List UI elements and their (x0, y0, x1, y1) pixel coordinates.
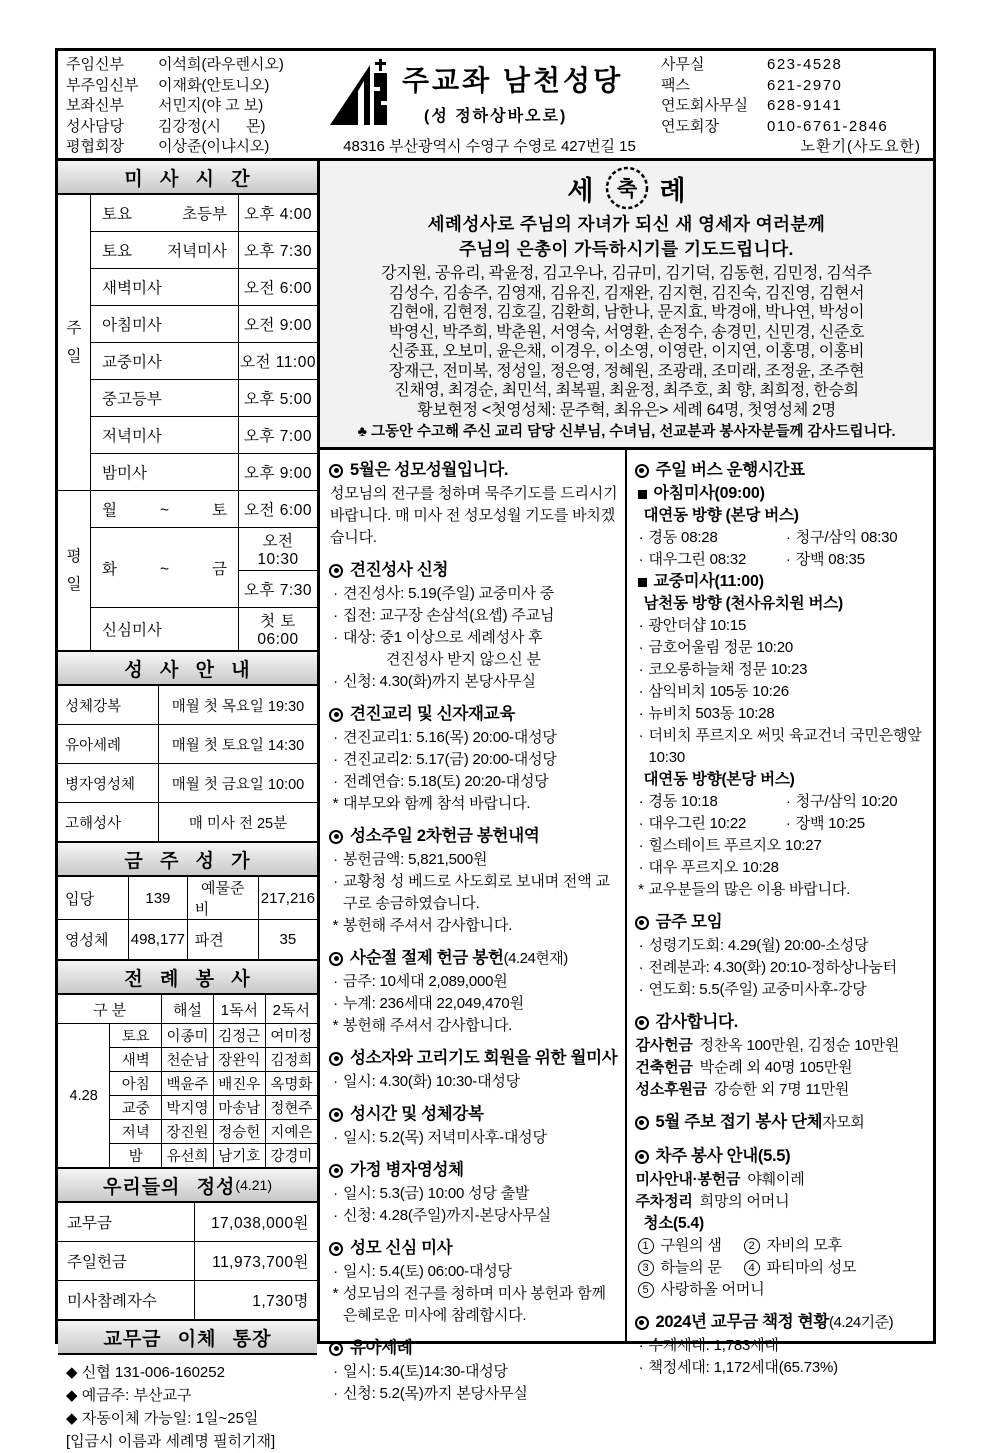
account-title: 교무금 이체 통장 (58, 1321, 317, 1355)
contact-row (661, 96, 925, 115)
text-line: 건축헌금 박순례 외 40명 105만원 (635, 1059, 853, 1076)
celebration-title (326, 164, 927, 212)
contact-label: 연도회사무실 (661, 97, 748, 114)
section-marker-icon (329, 1342, 343, 1356)
mass-time: 오전 6:00 (239, 269, 318, 306)
text-line: 대연동 방향 (본당 버스) (643, 507, 799, 524)
mass-name: 새벽미사 (91, 269, 239, 306)
baptized-names (326, 264, 927, 420)
staff-role: 성사담당 (66, 117, 124, 135)
announcement-section (634, 458, 929, 901)
service-slot: 토요 (110, 1024, 162, 1048)
offering-label: 미사참례자수 (58, 1281, 195, 1321)
offerings-title: 우리들의 정성 (4.21) (58, 1169, 317, 1203)
celebration-title-left: 세 (567, 175, 594, 206)
mass-time: 오후 7:30 (239, 232, 318, 269)
section-marker-icon (635, 464, 649, 478)
mass-table-row (58, 417, 317, 454)
section-marker-icon (329, 1108, 343, 1122)
text-line: 성소후원금 강승한 외 7명 11만원 (635, 1081, 850, 1098)
table-row (58, 1203, 317, 1242)
service-slot: 교중 (110, 1096, 162, 1120)
staff-row (66, 76, 324, 95)
staff-name: 이상준(이냐시오) (158, 138, 270, 155)
service-person: 마송남 (213, 1096, 265, 1120)
text-line: 3 하늘의 문 4 파티마의 성모 (634, 1257, 929, 1279)
mass-table-row (58, 195, 317, 232)
section-title: 2024년 교무금 책정 현황 (4.24기준) (634, 1310, 929, 1335)
text-line: · 경동 08:28 · 청구/삼익 08:30 (638, 529, 898, 546)
circled-number: 4 (744, 1260, 760, 1276)
mass-table-row (58, 491, 317, 528)
section-title: 유아세례 (328, 1336, 618, 1361)
sacrament-time: 매월 첫 금요일 10:00 (159, 764, 318, 803)
mass-name: 교중미사 (91, 343, 239, 380)
service-person: 백윤주 (162, 1072, 214, 1096)
text-line: · 일시: 5.2(목) 저녁미사후-대성당 (333, 1129, 547, 1146)
sacrament-label: 유아세례 (58, 725, 159, 764)
mass-table-row (58, 232, 317, 269)
baptized-names-line: 신중표, 오보미, 윤은채, 이경우, 이소영, 이영란, 이지연, 이홍명, 이홍비 (388, 343, 865, 360)
section-marker-icon (329, 564, 343, 578)
table-row (58, 725, 317, 764)
offerings-table (58, 1203, 317, 1321)
offering-value: 17,038,000원 (195, 1203, 318, 1242)
baptized-names-line: 장재근, 전미복, 정성일, 정은영, 정혜원, 조광래, 조미래, 조정윤, 조주현 (388, 362, 865, 380)
service-person: 정현주 (265, 1096, 317, 1120)
section-title: 성시간 및 성체강복 (328, 1102, 618, 1127)
announcements-right-column (627, 450, 934, 1376)
text-line: · 대우그린 10:22 · 장백 10:25 (638, 815, 865, 832)
mass-time: 오전 10:30 (239, 528, 318, 571)
mass-times-table (58, 195, 317, 652)
text-line: · 일시: 5.3(금) 10:00 성당 출발 (333, 1185, 530, 1202)
section-title: 금주 모임 (634, 910, 929, 935)
section-title: 5월은 성모성월입니다. (328, 458, 618, 483)
staff-name: 김강정(시 몬) (158, 117, 266, 135)
section-title: 견진교리 및 신자재교육 (328, 702, 618, 727)
celebration-message: 세례성사로 주님의 자녀가 되신 새 영세자 여러분께 (427, 214, 826, 234)
text-line: · 신청: 4.30(화)까지 본당사무실 (333, 673, 536, 690)
account-line: ◆ 자동이체 가능일: 1일~25일 (66, 1410, 259, 1427)
section-marker-icon (635, 1150, 649, 1164)
service-slot: 아침 (110, 1072, 162, 1096)
staff-row (66, 55, 324, 74)
hymn-label: 예물준비 (187, 877, 258, 920)
section-marker-icon (635, 1116, 649, 1130)
text-line: · 일시: 5.4(토) 06:00-대성당 (333, 1263, 512, 1280)
section-title: 성소자와 고리기도 회원을 위한 월미사 (328, 1046, 618, 1071)
text-line: * 봉헌해 주셔서 감사합니다. (332, 1017, 513, 1034)
text-line: · 연도회: 5.5(주일) 교중미사후-강당 (638, 981, 867, 998)
service-person: 장진원 (162, 1120, 214, 1144)
text-line: 5 사랑하올 어머니 (634, 1279, 929, 1301)
section-marker-icon (329, 952, 343, 966)
contact-value: 010-6761-2846 (767, 117, 889, 135)
table-row (58, 803, 317, 843)
service-person: 남기호 (213, 1144, 265, 1169)
liturgy-service-table (58, 995, 317, 1169)
hymns-table (58, 877, 317, 961)
offering-value: 11,973,700원 (195, 1242, 318, 1281)
mass-name: 밤미사 (91, 454, 239, 491)
text-line: · 교황청 성 베드로 사도회로 보내며 전액 교구로 송금하였습니다. (333, 873, 610, 912)
contact-value: 623-4528 (767, 56, 843, 73)
text-line: · 일시: 4.30(화) 10:30-대성당 (333, 1073, 520, 1090)
section-marker-icon (635, 916, 649, 930)
square-bullet-icon (638, 490, 647, 499)
service-person: 김정희 (265, 1048, 317, 1072)
announcements-middle-column (320, 450, 627, 1402)
section-marker-icon (635, 1016, 649, 1030)
announcement-section (328, 558, 618, 693)
text-line: · 힐스테이트 푸르지오 10:27 (638, 837, 822, 854)
contact-row (661, 76, 925, 95)
mass-table-row (58, 380, 317, 417)
text-line: · 금호어울림 정문 10:20 (638, 639, 794, 656)
service-person: 유선희 (162, 1144, 214, 1169)
mass-times-title: 미 사 시 간 (58, 161, 317, 195)
mass-group-label: 주 일 (58, 195, 91, 491)
section-title: 성소주일 2차헌금 봉헌내역 (328, 824, 618, 849)
section-title: 주일 버스 운행시간표 (634, 458, 929, 483)
section-title: 성모 신심 미사 (328, 1236, 618, 1261)
mass-group-label: 평 일 (58, 491, 91, 652)
hymn-number: 498,177 (129, 920, 188, 961)
hymn-number: 217,216 (258, 877, 317, 920)
text-line: · 삼익비치 105동 10:26 (638, 683, 789, 700)
service-person: 여미정 (265, 1024, 317, 1048)
announcement-columns (320, 450, 933, 1402)
laurel-wreath-icon (604, 165, 650, 211)
table-row (58, 1242, 317, 1281)
offering-value: 1,730명 (195, 1281, 318, 1321)
text-line: · 대우그린 08:32 · 장백 08:35 (638, 551, 865, 568)
text-line: · 대우 푸르지오 10:28 (638, 859, 779, 876)
mass-table-row (58, 608, 317, 652)
service-person: 강경미 (265, 1144, 317, 1169)
mass-name: 저녁미사 (91, 417, 239, 454)
mass-table-row (58, 343, 317, 380)
service-person: 김정근 (213, 1024, 265, 1048)
text-line: · 견진교리2: 5.17(금) 20:00-대성당 (333, 751, 557, 768)
announcement-section (328, 702, 618, 815)
section-marker-icon (329, 830, 343, 844)
mass-time: 오전 9:00 (239, 306, 318, 343)
section-marker-icon (329, 1164, 343, 1178)
text-line: · 견진교리1: 5.16(목) 20:00-대성당 (333, 729, 557, 746)
contact-label: 사무실 (661, 56, 705, 73)
church-address: 48316 부산광역시 수영구 수영로 427번길 15 (343, 138, 636, 155)
announcement-section (328, 1046, 618, 1093)
staff-role: 보좌신부 (66, 97, 124, 114)
contact-label: 연도회장 (661, 117, 719, 135)
service-date: 4.28 (58, 1024, 110, 1169)
staff-row (66, 117, 324, 136)
baptized-names-line: 김현애, 김현정, 김호길, 김환희, 남한나, 문지효, 박경애, 박나연, 박성이 (388, 304, 865, 321)
hymn-number: 35 (258, 920, 317, 961)
text-line: · 수계세대: 1,783세대 (638, 1337, 779, 1354)
church-identity (328, 51, 655, 158)
baptized-names-line: 황보현정 <첫영성체: 문주혁, 최유은> 세례 64명, 첫영성체 2명 (417, 401, 836, 419)
service-person: 이종미 (162, 1024, 214, 1048)
table-row (58, 920, 317, 961)
text-line: · 더비치 푸르지오 써밋 육교건너 국민은행앞 10:30 (638, 727, 922, 766)
mass-time: 오전 11:00 (239, 343, 318, 380)
contact-row (661, 137, 925, 156)
sacrament-time: 매월 첫 토요일 14:30 (159, 725, 318, 764)
bulletin-page (55, 48, 936, 1450)
staff-role: 부주임신부 (66, 76, 139, 94)
hymn-label: 입당 (58, 877, 129, 920)
header (58, 51, 933, 161)
text-line: * 성모님의 전구를 청하며 미사 봉헌과 함께 은혜로운 미사에 참례합시다. (332, 1285, 606, 1324)
section-title: 견진성사 신청 (328, 558, 618, 583)
section-title: 5월 주보 접기 봉사 단체 자모회 (634, 1110, 929, 1135)
service-slot: 저녁 (110, 1120, 162, 1144)
text-line: 1 구원의 샘 2 자비의 모후 (634, 1235, 929, 1257)
sacraments-table (58, 686, 317, 843)
sacraments-title: 성 사 안 내 (58, 652, 317, 686)
text-line: · 집전: 교구장 손삼석(요셉) 주교님 (333, 607, 555, 624)
staff-name: 서민지(야 고 보) (158, 97, 264, 114)
service-person: 옥명화 (265, 1072, 317, 1096)
text-line: · 코오롱하늘채 정문 10:23 (638, 661, 808, 678)
service-person: 배진우 (213, 1072, 265, 1096)
section-title: 차주 봉사 안내(5.5) (634, 1144, 929, 1169)
circled-number: 5 (638, 1282, 654, 1298)
left-column (58, 161, 320, 1450)
section-marker-icon (329, 464, 343, 478)
contact-list (655, 51, 933, 158)
contact-row (661, 55, 925, 74)
mass-time: 첫 토 06:00 (239, 608, 318, 652)
staff-name: 이재화(안토니오) (158, 76, 270, 94)
service-person: 박지영 (162, 1096, 214, 1120)
service-slot: 새벽 (110, 1048, 162, 1072)
announcement-section (634, 1110, 929, 1135)
text-line: · 성령기도회: 4.29(월) 20:00-소성당 (638, 937, 869, 954)
sacrament-label: 고해성사 (58, 803, 159, 843)
mass-name: 토요 저녁미사 (91, 232, 239, 269)
section-title: 사순절 절제 헌금 봉헌 (4.24현재) (328, 946, 618, 971)
text-line: 남천동 방향 (천사유치원 버스) (643, 595, 844, 612)
service-person: 정승헌 (213, 1120, 265, 1144)
text-line: 주차정리 희망의 어머니 (635, 1193, 790, 1210)
main-area (58, 161, 933, 1450)
table-row (58, 764, 317, 803)
text-line: 청소(5.4) (643, 1215, 704, 1232)
text-line: · 금주: 10세대 2,089,000원 (333, 973, 508, 990)
text-line: * 대부모와 함께 참석 바랍니다. (332, 795, 531, 812)
mass-table-row (58, 528, 317, 571)
mass-table-row (58, 269, 317, 306)
section-marker-icon (329, 1242, 343, 1256)
mass-time: 오후 4:00 (239, 195, 318, 232)
text-line: · 일시: 5.4(토)14:30-대성당 (333, 1363, 508, 1380)
staff-role: 평협회장 (66, 138, 124, 155)
announcement-section (634, 910, 929, 1001)
svg-text:축: 축 (616, 178, 637, 201)
text-line: · 대상: 중1 이상으로 세례성사 후 (333, 629, 543, 646)
contact-label: 팩스 (661, 76, 690, 94)
hymn-label: 영성체 (58, 920, 129, 961)
baptism-celebration-box (320, 161, 933, 450)
staff-list (58, 51, 328, 158)
staff-name: 이석희(라우렌시오) (158, 56, 284, 73)
table-row (58, 1281, 317, 1321)
baptized-names-line: 강지원, 공유리, 곽윤정, 김고우나, 김규미, 김기덕, 김동현, 김민정, 김석주 (381, 265, 872, 282)
baptized-names-line: 박영신, 박주희, 박춘원, 서영숙, 서영환, 손정수, 송경민, 신민경, 신준호 (388, 323, 865, 341)
service-person: 장완익 (213, 1048, 265, 1072)
mass-name: 월 ~ 토 (91, 491, 239, 528)
text-line: 견진성사 받지 않으신 분 (386, 651, 541, 668)
mass-name: 신심미사 (91, 608, 239, 652)
text-line: · 누계: 236세대 22,049,470원 (333, 995, 524, 1012)
hymn-number: 139 (129, 877, 188, 920)
staff-role: 주임신부 (66, 56, 124, 73)
circled-number: 2 (744, 1238, 760, 1254)
staff-row (66, 137, 324, 156)
celebration-message: 주님의 은총이 가득하시기를 기도드립니다. (459, 239, 794, 259)
celebration-title-right: 례 (659, 175, 686, 206)
sacrament-label: 병자영성체 (58, 764, 159, 803)
hymns-title: 금 주 성 가 (58, 843, 317, 877)
account-line: ◆ 신협 131-006-160252 (66, 1364, 225, 1381)
contact-value: 621-2970 (767, 76, 843, 94)
staff-row (66, 96, 324, 115)
square-bullet-icon (638, 578, 647, 587)
liturgy-service-title: 전 례 봉 사 (58, 961, 317, 995)
announcement-section (634, 1310, 929, 1379)
mass-time: 오전 6:00 (239, 491, 318, 528)
announcement-section (328, 458, 618, 549)
announcement-section (328, 1236, 618, 1327)
text-line: · 뉴비치 503동 10:28 (638, 705, 775, 722)
table-row (58, 877, 317, 920)
offering-label: 교무금 (58, 1203, 195, 1242)
text-line: · 경동 10:18 · 청구/삼익 10:20 (638, 793, 898, 810)
text-line: 대연동 방향(본당 버스) (643, 771, 795, 788)
sacrament-label: 성체강복 (58, 686, 159, 725)
announcement-section (328, 1102, 618, 1149)
church-name: 주교좌 남천성당 (402, 65, 624, 96)
announcement-section (328, 946, 618, 1037)
text-line: · 전례연습: 5.18(토) 20:20-대성당 (333, 773, 549, 790)
contact-value: 노환기(사도요한) (800, 138, 921, 155)
text-line: · 책정세대: 1,172세대(65.73%) (638, 1359, 838, 1376)
text-line: 감사헌금 정찬옥 100만원, 김정순 10만원 (635, 1037, 900, 1054)
text-line: · 신청: 4.28(주일)까지-본당사무실 (333, 1207, 551, 1224)
announcement-section (328, 1336, 618, 1405)
announcement-section (328, 824, 618, 937)
section-marker-icon (635, 1316, 649, 1330)
mass-name: 화 ~ 금 (91, 528, 239, 608)
mass-name: 토요 초등부 (91, 195, 239, 232)
mass-name: 중고등부 (91, 380, 239, 417)
table-header-row: 구 분 해설 1독서 2독서 (58, 995, 317, 1024)
service-person: 지예은 (265, 1120, 317, 1144)
church-logo-icon (330, 57, 396, 137)
mass-table-row (58, 454, 317, 491)
mass-table-row (58, 306, 317, 343)
hymn-label: 파견 (187, 920, 258, 961)
text-line: 교중미사(11:00) (634, 571, 929, 593)
contact-row (661, 117, 925, 136)
section-marker-icon (329, 708, 343, 722)
offering-label: 주일헌금 (58, 1242, 195, 1281)
circled-number: 3 (638, 1260, 654, 1276)
contact-value: 628-9141 (767, 97, 843, 114)
text-line: · 견진성사: 5.19(주일) 교중미사 중 (333, 585, 555, 602)
table-row (58, 1024, 317, 1048)
mass-time: 오후 7:00 (239, 417, 318, 454)
mass-name: 아침미사 (91, 306, 239, 343)
text-line: 아침미사(09:00) (634, 483, 929, 505)
text-line: · 봉헌금액: 5,821,500원 (333, 851, 488, 868)
mass-time: 오후 9:00 (239, 454, 318, 491)
text-line: · 광안더샵 10:15 (638, 617, 747, 634)
mass-time: 오후 7:30 (239, 571, 318, 608)
section-marker-icon (329, 1052, 343, 1066)
account-info (58, 1355, 317, 1453)
account-line: [입금시 이름과 세례명 필히기재] (66, 1433, 276, 1450)
circled-number: 1 (638, 1238, 654, 1254)
service-slot: 밤 (110, 1144, 162, 1169)
right-area (320, 161, 933, 1402)
patron-name: (성 정하상바오로) (424, 108, 568, 125)
announcement-section (328, 1158, 618, 1227)
text-line: 미사안내·봉헌금 야훼이레 (635, 1171, 805, 1188)
sacrament-time: 매 미사 전 25분 (159, 803, 318, 843)
mass-time: 오후 5:00 (239, 380, 318, 417)
baptized-names-line: 김성수, 김송주, 김영재, 김유진, 김재완, 김지현, 김진숙, 김진영, 김현서 (388, 284, 865, 302)
announcement-section (634, 1010, 929, 1101)
text-line: 성모님의 전구를 청하며 묵주기도를 드리시기 바랍니다. 매 미사 전 성모성월 기도를 바치겠습니다. (330, 485, 618, 546)
text-line: · 신청: 5.2(목)까지 본당사무실 (333, 1385, 528, 1402)
text-line: * 교우분들의 많은 이용 바랍니다. (638, 881, 851, 898)
text-line: * 봉헌해 주셔서 감사합니다. (332, 917, 513, 934)
service-person: 천순남 (162, 1048, 214, 1072)
sacrament-time: 매월 첫 목요일 19:30 (159, 686, 318, 725)
announcement-section (634, 1144, 929, 1301)
section-title: 가정 병자영성체 (328, 1158, 618, 1183)
table-row (58, 686, 317, 725)
text-line: · 전례분과: 4.30(화) 20:10-정하상나눔터 (638, 959, 897, 976)
baptized-names-line: 진채영, 최경순, 최민석, 최복필, 최윤정, 최주호, 최 향, 최희정, 한승희 (394, 382, 859, 399)
celebration-thanks: ♣ 그동안 수고해 주신 교리 담당 신부님, 수녀님, 선교분과 봉사자분들께 감사드립니다. (357, 424, 896, 440)
section-title: 감사합니다. (634, 1010, 929, 1035)
account-line: ◆ 예금주: 부산교구 (66, 1387, 192, 1404)
